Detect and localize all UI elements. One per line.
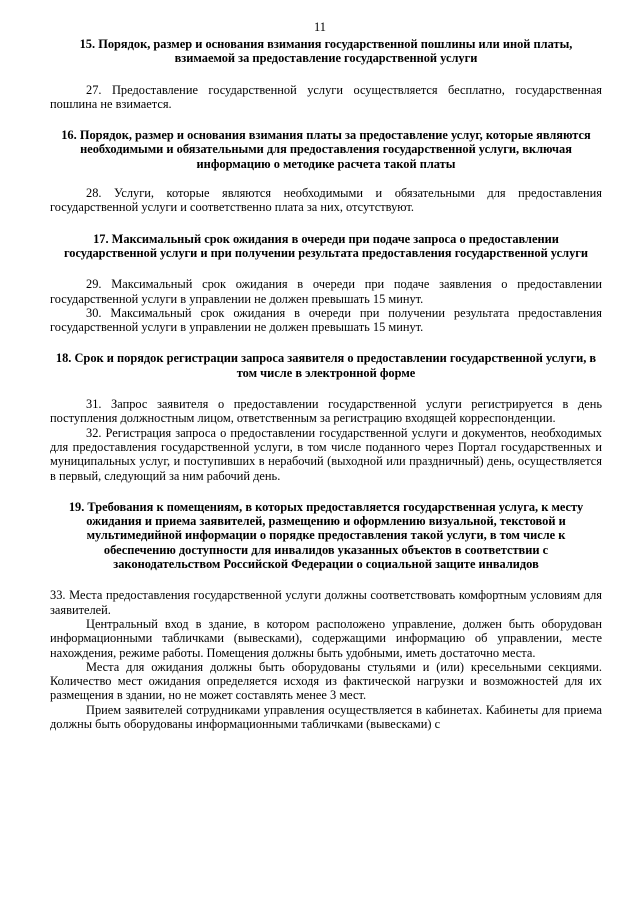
paragraph-28: 28. Услуги, которые являются необходимыми и обязательными для предоставления государственной услуги и соответственно плата за них, отсутствуют. [50, 186, 602, 215]
paragraph-31: 31. Запрос заявителя о предоставлении государственной услуги регистрируется в день поступления должностным лицом, ответственным за регистрацию входящей корреспонденции. [50, 397, 602, 426]
paragraph-30: 30. Максимальный срок ожидания в очереди при получении результата предоставления государственной услуги в управлении не должен превышать 15 минут. [50, 305, 602, 335]
section-16-heading: 16. Порядок, размер и основания взимания платы за предоставление услуг, которые являются необходимыми и обязательными для предоставления государственной услуги, включая информацию о методике расчета такой платы [61, 128, 591, 171]
paragraph-entrance: Центральный вход в здание, в котором расположено управление, должен быть оборудован информационными табличками (вывесками), содержащими информацию об управлении, месте нахождения, режиме работы. Помещения должны быть удобными, иметь достаточно места. [50, 616, 602, 660]
page-number: 11 [314, 20, 326, 34]
paragraph-reception: Прием заявителей сотрудниками управления осуществляется в кабинетах. Кабинеты для приема должны быть оборудованы информационными табличками (вывесками) с [50, 702, 602, 731]
section-18-heading: 18. Срок и порядок регистрации запроса заявителя о предоставлении государственной услуги, в том числе в электронной форме [55, 351, 597, 380]
page-content [50, 37, 602, 731]
paragraph-32: 32. Регистрация запроса о предоставлении государственной услуги и документов, необходимых для предоставления государственной услуги, в том числе поданного через Портал государственных и муниципальных услуг, и поступивших в нерабочий (выходной или праздничный) день, осуществляется в первый, следующий за ним рабочий день. [50, 425, 602, 483]
paragraph-33: 33. Места предоставления государственной услуги должны соответствовать комфортным условиям для заявителей. [50, 588, 602, 617]
paragraph-27: 27. Предоставление государственной услуги осуществляется бесплатно, государственная пошлина не взимается. [50, 82, 602, 111]
section-17-heading: 17. Максимальный срок ожидания в очереди при подаче запроса о предоставлении государственной услуги и при получении результата предоставления государственной услуги [63, 231, 589, 260]
paragraph-29: 29. Максимальный срок ожидания в очереди при подаче заявления о предоставлении государственной услуги в управлении не должен превышать 15 минут. [50, 277, 602, 306]
paragraph-waiting-area: Места для ожидания должны быть оборудованы стульями и (или) кресельными секциями. Количество мест ожидания определяется исходя из фактической нагрузки и возможностей для их размещения в здании, но не может составлять менее 3 мест. [50, 659, 602, 703]
section-15-heading: 15. Порядок, размер и основания взимания государственной пошлины или иной платы, взимаемой за предоставление государственной услуги [79, 37, 573, 66]
section-19-heading: 19. Требования к помещениям, в которых предоставляется государственная услуга, к месту ожидания и приема заявителей, размещению и оформлению визуальной, текстовой и мультимедийной информации о порядке предоставления такой услуги, в том числе к обеспечению доступности для инвалидов указанных объектов в соответствии с законодательством Российской Федерации о социальной защите инвалидов [68, 499, 584, 572]
